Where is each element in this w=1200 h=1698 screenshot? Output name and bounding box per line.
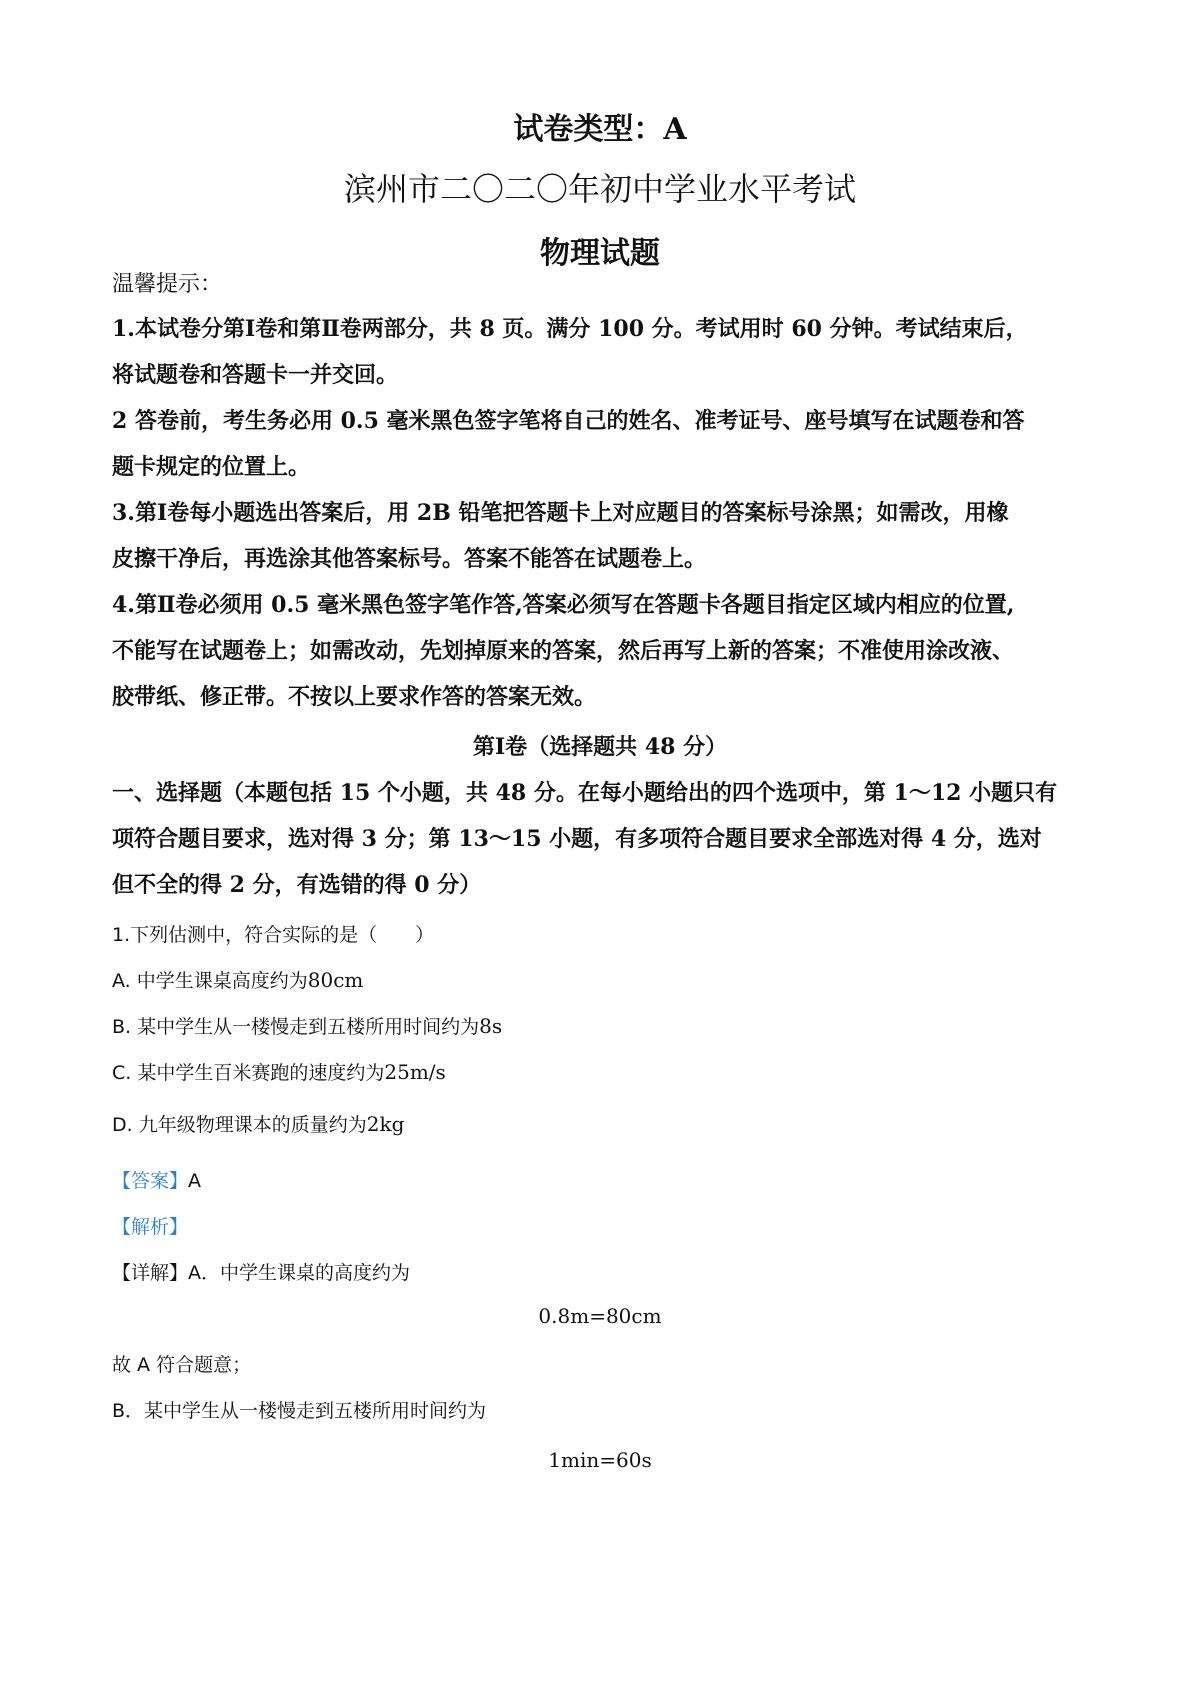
part-instructions-line-3: 但不全的得 2 分，有选错的得 0 分） (112, 872, 482, 898)
option-b-label: B. (112, 1016, 132, 1038)
option-b-text: 某中学生从一楼慢走到五楼所用时间约为 (137, 1016, 480, 1038)
part-instructions-line-2: 项符合题目要求，选对得 3 分；第 13～15 小题，有多项符合题目要求全部选对得 4 分，选对 (112, 826, 1042, 852)
answer-tag: 【答案】 (112, 1170, 189, 1192)
notice-item-4-line-3: 胶带纸、修正带。不按以上要求作答的答案无效。 (112, 684, 597, 710)
option-c-value: 25m/s (384, 1060, 446, 1084)
option-b (112, 1012, 502, 1039)
paper-type: 试卷类型：A (513, 112, 687, 147)
option-d-value: 2kg (366, 1112, 405, 1136)
option-a (112, 966, 363, 993)
question-1-stem: 1.下列估测中，符合实际的是（ ） (112, 924, 435, 946)
option-d (112, 1110, 404, 1137)
notice-item-3-line-2: 皮擦干净后，再选涂其他答案标号。答案不能答在试题卷上。 (112, 546, 707, 572)
option-a-text: 中学生课桌高度约为 (136, 970, 308, 992)
formula-2: 1min=60s (548, 1448, 652, 1472)
answer-line (112, 1166, 201, 1193)
option-a-value: 80cm (307, 968, 364, 992)
notice-item-4-line-2: 不能写在试题卷上；如需改动，先划掉原来的答案，然后再写上新的答案；不准使用涂改液、 (112, 638, 1015, 664)
part-instructions-line-1: 一、选择题（本题包括 15 个小题，共 48 分。在每小题给出的四个选项中，第 1～12 小题只有 (112, 780, 1058, 806)
notice-heading: 温馨提示： (112, 272, 223, 297)
option-c (112, 1058, 446, 1085)
answer-value: A (188, 1170, 202, 1192)
subject-title: 物理试题 (540, 236, 660, 271)
option-c-text: 某中学生百米赛跑的速度约为 (137, 1062, 385, 1084)
option-c-label: C. (112, 1062, 132, 1084)
notice-item-1-line-2: 将试题卷和答题卡一并交回。 (112, 362, 399, 388)
notice-item-2-line-2: 题卡规定的位置上。 (112, 454, 311, 480)
notice-item-4-line-1: 4.第Ⅱ卷必须用 0.5 毫米黑色签字笔作答,答案必须写在答题卡各题目指定区域内相应的位置, (112, 592, 1015, 618)
option-d-label: D. (112, 1114, 133, 1136)
analysis-line (112, 1212, 188, 1239)
conclusion-a: 故 A 符合题意； (112, 1354, 252, 1376)
detail-line-b: B．某中学生从一楼慢走到五楼所用时间约为 (112, 1400, 487, 1422)
detail-line-a (112, 1258, 410, 1285)
notice-item-2-line-1: 2 答卷前，考生务必用 0.5 毫米黑色签字笔将自己的姓名、准考证号、座号填写在试题卷和答 (112, 408, 1025, 434)
analysis-tag: 【解析】 (112, 1216, 189, 1238)
detail-tag: 【详解】 (112, 1262, 189, 1284)
notice-item-3-line-1: 3.第Ⅰ卷每小题选出答案后，用 2B 铅笔把答题卡上对应题目的答案标号涂黑；如需改，用橡 (112, 500, 1009, 526)
notice-item-1-line-1: 1.本试卷分第Ⅰ卷和第Ⅱ卷两部分，共 8 页。满分 100 分。考试用时 60 分钟。考试结束后， (112, 316, 1028, 342)
exam-title: 滨州市二〇二〇年初中学业水平考试 (343, 170, 856, 208)
option-a-label: A. (112, 970, 131, 992)
section-title: 第Ⅰ卷（选择题共 48 分） (472, 734, 728, 760)
formula-1: 0.8m=80cm (538, 1304, 662, 1328)
option-b-value: 8s (479, 1014, 503, 1038)
option-d-text: 九年级物理课本的质量约为 (138, 1114, 367, 1136)
detail-a-text: A．中学生课桌的高度约为 (188, 1262, 411, 1284)
